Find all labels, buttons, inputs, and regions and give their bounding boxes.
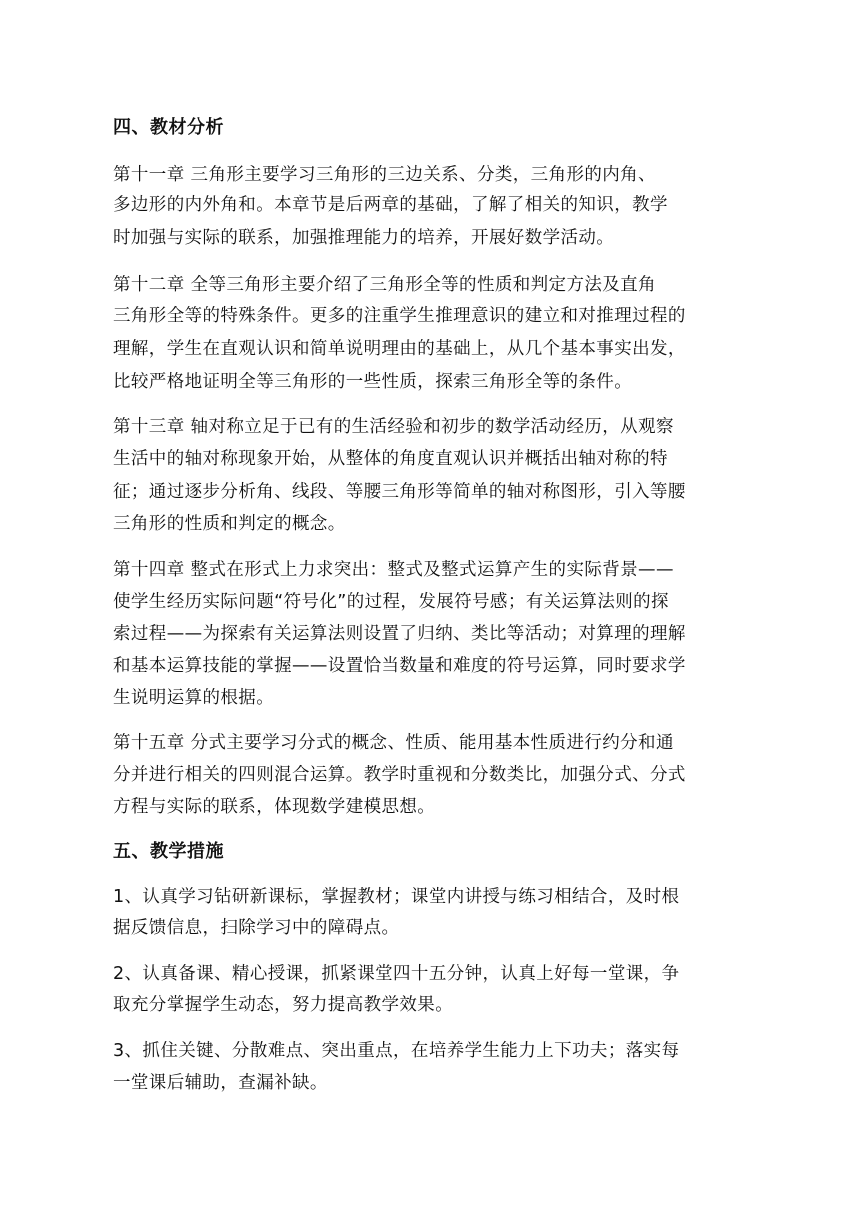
- text-line: 分并进行相关的四则混合运算。教学时重视和分数类比，加强分式、分式: [113, 765, 686, 785]
- text-line: 取充分掌握学生动态，努力提高教学效果。: [113, 995, 454, 1015]
- text-line: 索过程——为探索有关运算法则设置了归纳、类比等活动；对算理的理解: [113, 624, 686, 644]
- text-line: 三角形的性质和判定的概念。: [113, 514, 346, 534]
- text-line: 第十三章 轴对称立足于已有的生活经验和初步的数学活动经历，从观察: [113, 417, 674, 437]
- text-line: 2、认真备课、精心授课，抓紧课堂四十五分钟，认真上好每一堂课，争: [113, 964, 680, 984]
- text-line: 方程与实际的联系，体现数学建模思想。: [113, 797, 436, 817]
- text-line: 第十一章 三角形主要学习三角形的三边关系、分类，三角形的内角、: [113, 165, 656, 185]
- section-heading-teaching-measures: 五、教学措施: [113, 841, 224, 862]
- text-line: 比较严格地证明全等三角形的一些性质，探索三角形全等的条件。: [113, 372, 633, 392]
- text-line: 生说明运算的根据。: [113, 688, 275, 708]
- text-line: 多边形的内外角和。本章节是后两章的基础，了解了相关的知识，教学: [113, 195, 668, 215]
- text-line: 第十二章 全等三角形主要介绍了三角形全等的性质和判定方法及直角: [113, 275, 656, 295]
- text-line: 时加强与实际的联系，加强推理能力的培养，开展好数学活动。: [113, 228, 615, 248]
- text-line: 三角形全等的特殊条件。更多的注重学生推理意识的建立和对推理过程的: [113, 306, 686, 326]
- text-line: 理解，学生在直观认识和简单说明理由的基础上，从几个基本事实出发，: [113, 339, 686, 359]
- section-heading-textbook-analysis: 四、教材分析: [113, 117, 224, 138]
- text-line: 第十五章 分式主要学习分式的概念、性质、能用基本性质进行约分和通: [113, 733, 674, 753]
- text-line: 征；通过逐步分析角、线段、等腰三角形等简单的轴对称图形，引入等腰: [113, 482, 686, 502]
- text-line: 使学生经历实际问题“符号化”的过程，发展符号感；有关运算法则的探: [113, 592, 669, 612]
- text-line: 生活中的轴对称现象开始，从整体的角度直观认识并概括出轴对称的特: [113, 449, 668, 469]
- text-line: 第十四章 整式在形式上力求突出：整式及整式运算产生的实际背景——: [113, 560, 674, 580]
- text-line: 1、认真学习钻研新课标，掌握教材；课堂内讲授与练习相结合，及时根: [113, 887, 680, 907]
- text-line: 和基本运算技能的掌握——设置恰当数量和难度的符号运算，同时要求学: [113, 656, 686, 676]
- text-line: 3、抓住关键、分散难点、突出重点，在培养学生能力上下功夫；落实每: [113, 1041, 680, 1061]
- text-line: 据反馈信息，扫除学习中的障碍点。: [113, 918, 400, 938]
- text-line: 一堂课后辅助，查漏补缺。: [113, 1073, 328, 1093]
